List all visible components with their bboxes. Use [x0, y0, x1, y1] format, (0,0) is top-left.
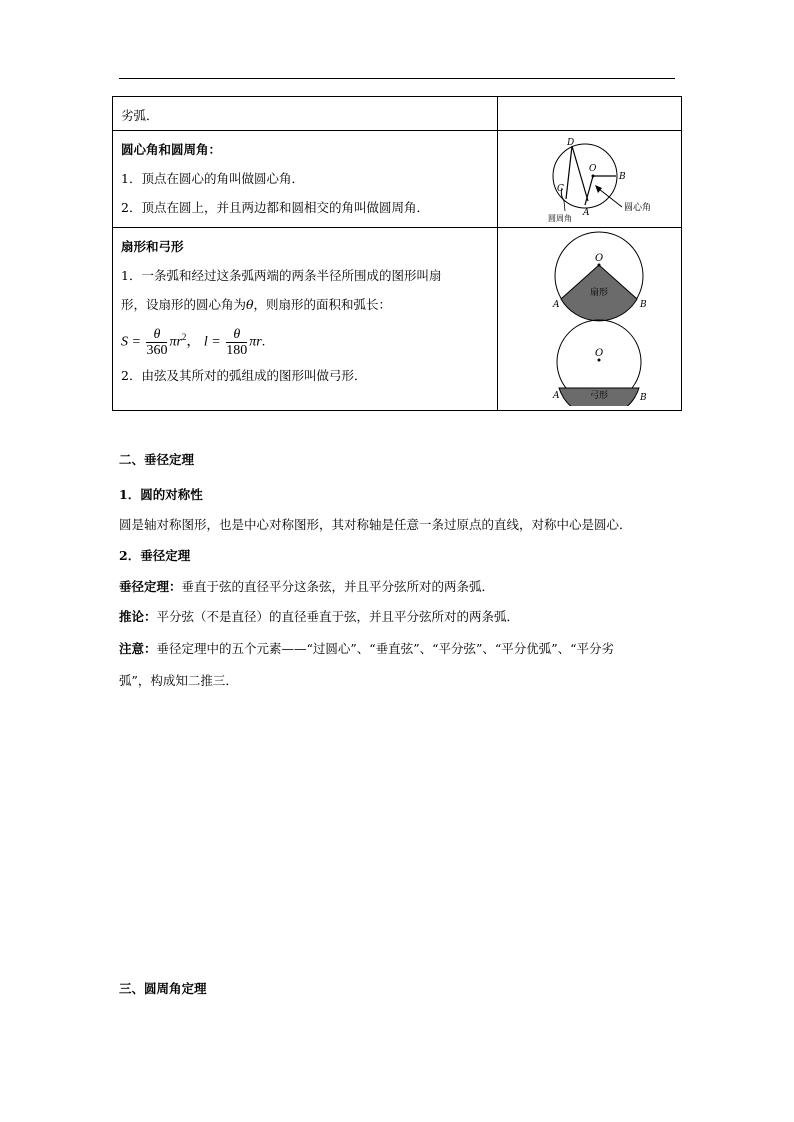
- point-label: B: [640, 300, 647, 310]
- paragraph: 圆是轴对称图形，也是中心对称图形，其对称轴是任意一条过原点的直线，对称中心是圆心．: [119, 517, 632, 532]
- point-label: A: [553, 391, 560, 401]
- table-cell-text: [113, 228, 498, 411]
- central-angle-label: 圆心角: [624, 203, 652, 213]
- point-label: B: [640, 393, 647, 403]
- arc-length-symbol: l =: [203, 334, 221, 350]
- point-label: O: [595, 253, 604, 264]
- table-cell-figure: [498, 228, 682, 411]
- point-label: D: [567, 138, 575, 148]
- row-title: 圆心角和圆周角：: [121, 142, 222, 157]
- table-row: [113, 97, 682, 131]
- table-cell-figure: [498, 97, 682, 131]
- point-label: B: [619, 172, 626, 182]
- minor-arc-text: 劣弧．: [121, 108, 159, 123]
- point-label: A: [583, 208, 590, 218]
- radius-line: [585, 176, 593, 205]
- sector-figure: [498, 228, 698, 406]
- pointer-line: [599, 189, 622, 207]
- definition-table: [112, 96, 682, 411]
- table-cell-figure: [498, 131, 682, 228]
- pointer-line: [564, 201, 565, 211]
- table-row: [113, 228, 682, 411]
- point-label: C: [557, 184, 564, 194]
- segment-label: 弓形: [590, 391, 609, 401]
- theta-symbol: θ: [246, 297, 254, 312]
- central-inscribed-angle-figure: [498, 131, 698, 223]
- list-item: 1．一条弧和经过这条弧两端的两条半径所围成的图形叫扇: [121, 268, 442, 283]
- fraction: $\frac{\theta}{360}$: [146, 326, 168, 358]
- area-symbol: S =: [121, 334, 141, 350]
- list-item: 1．顶点在圆心的角叫做圆心角．: [121, 171, 304, 186]
- point-label: A: [553, 300, 560, 310]
- theorem-paragraph: 垂径定理：垂直于弦的直径平分这条弦，并且平分弦所对的两条弧．: [119, 579, 495, 594]
- note-paragraph-continued: 弧”，构成知二推三．: [119, 673, 238, 688]
- corollary-paragraph: 推论：平分弦（不是直径）的直径垂直于弦，并且平分弦所对的两条弧．: [119, 609, 520, 624]
- row-title: 扇形和弓形: [121, 239, 184, 254]
- table-row: [113, 131, 682, 228]
- note-paragraph: 注意：垂径定理中的五个元素——“过圆心”、“垂直弦”、“平分弦”、“平分优弧”、“平分劣: [119, 641, 615, 656]
- header-rule: [119, 78, 675, 79]
- list-item: 2．顶点在圆上，并且两边都和圆相交的角叫做圆周角．: [121, 200, 429, 215]
- inscribed-angle-label: 圆周角: [548, 214, 572, 223]
- fraction: $\frac{\theta}{180}$: [226, 326, 248, 358]
- sector-formula: S = $\frac{\theta}{360}$ $\pi r^2$， l = $\frac{\theta}{180}$ πr.: [121, 326, 266, 358]
- chord-line: [566, 146, 572, 199]
- section-heading: 三、圆周角定理: [119, 981, 207, 996]
- table-cell-text: [113, 97, 498, 131]
- section-heading: 二、垂径定理: [119, 452, 195, 467]
- arrow-head-icon: [595, 185, 602, 193]
- point-label: O: [595, 348, 604, 359]
- center-dot: [592, 175, 595, 178]
- table-cell-text: [113, 131, 498, 228]
- subsection-heading: 1．圆的对称性: [119, 487, 203, 502]
- sector-label: 扇形: [590, 288, 609, 298]
- list-item-continued: 形，设扇形的圆心角为θ，则扇形的面积和弧长：: [121, 297, 392, 312]
- list-item: 2．由弦及其所对的弧组成的图形叫做弓形．: [121, 367, 367, 383]
- subsection-heading: 2．垂径定理: [119, 548, 191, 563]
- chord-line: [572, 146, 588, 201]
- point-label: O: [589, 164, 597, 174]
